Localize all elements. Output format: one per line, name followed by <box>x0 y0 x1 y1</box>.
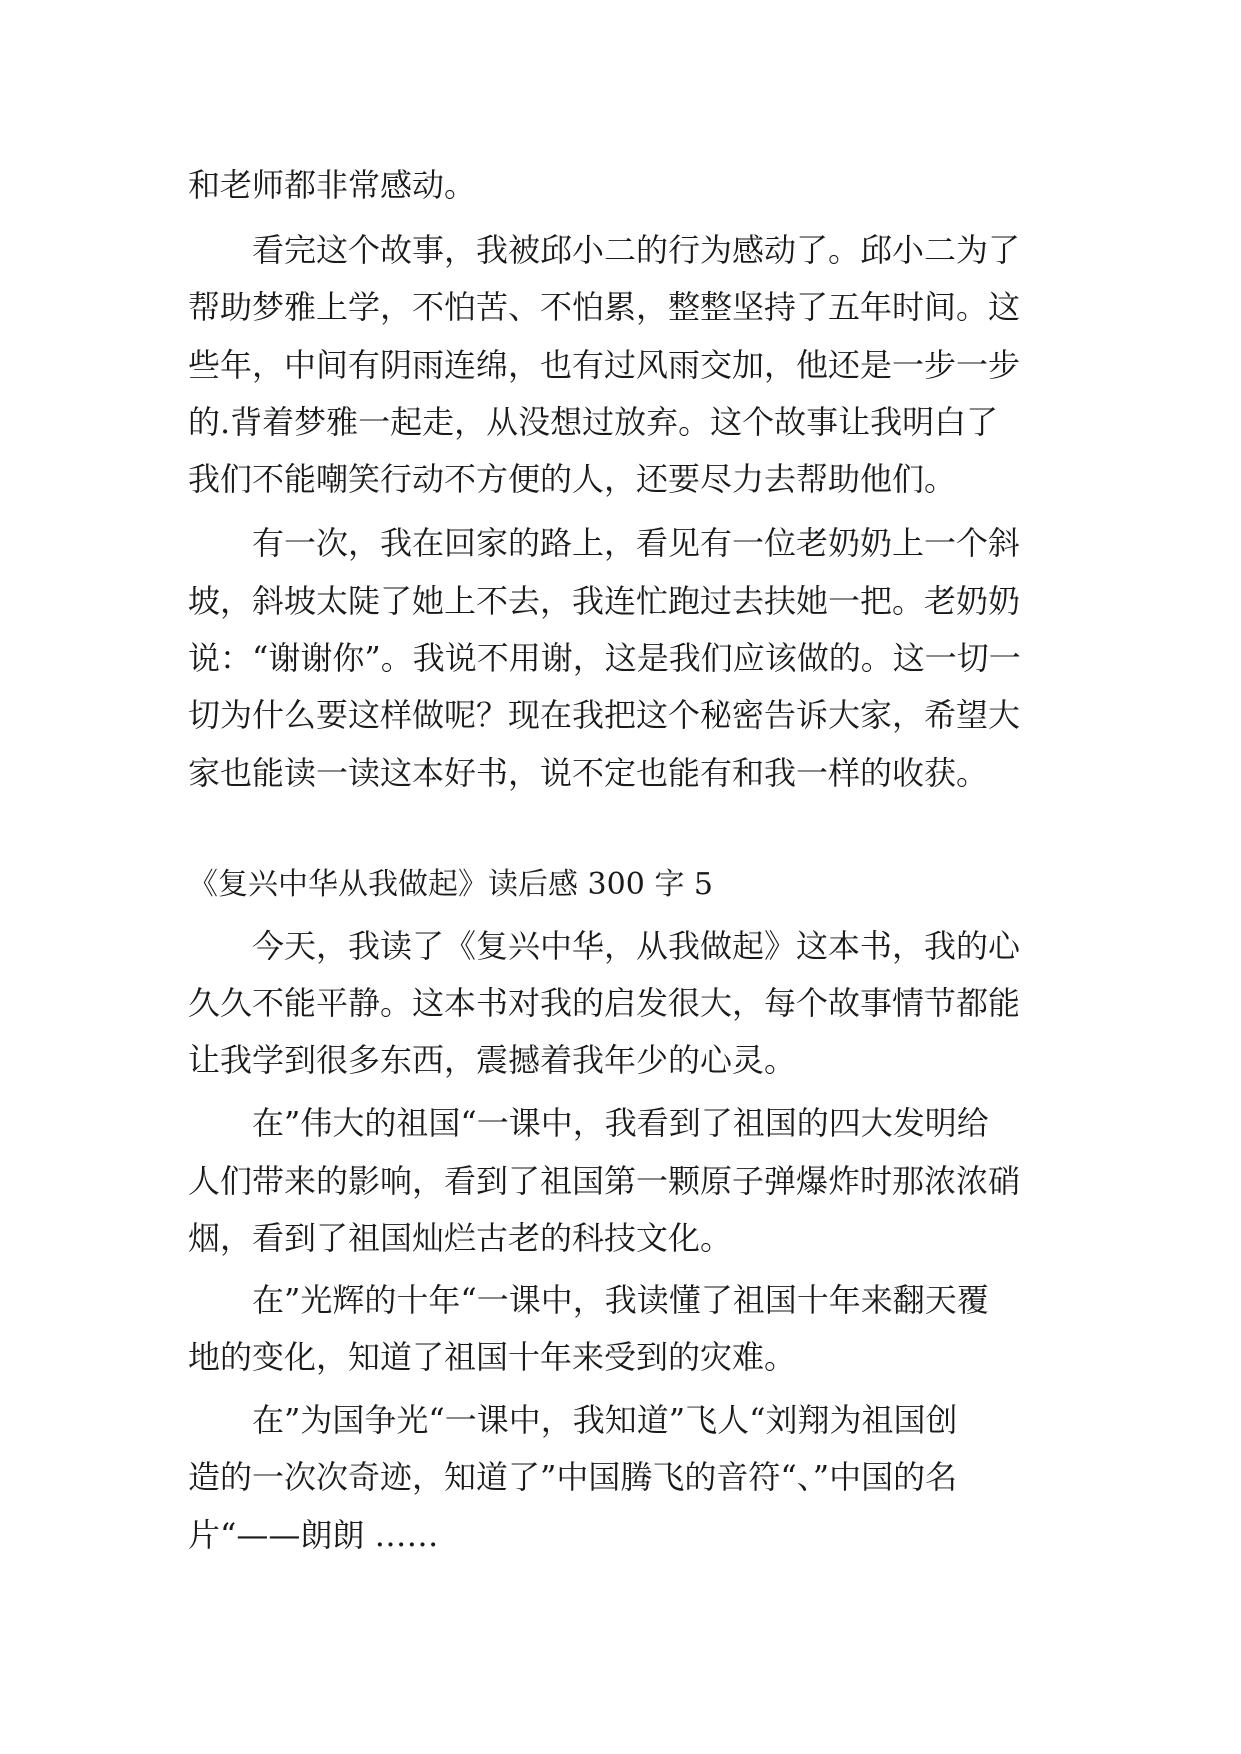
paragraph-line: 在”光辉的十年“一课中，我读懂了祖国十年来翻天覆 <box>252 1281 989 1319</box>
paragraph-line: 在”为国争光“一课中，我知道”飞人“刘翔为祖国创 <box>252 1401 958 1439</box>
paragraph-line: 家也能读一读这本好书，说不定也能有和我一样的收获。 <box>188 754 989 792</box>
paragraph-line: 让我学到很多东西，震撼着我年少的心灵。 <box>188 1041 797 1079</box>
paragraph-line: 地的变化，知道了祖国十年来受到的灾难。 <box>188 1338 797 1376</box>
paragraph-line: 帮助梦雅上学，不怕苦、不怕累，整整坚持了五年时间。这 <box>188 288 1021 326</box>
paragraph-line: 今天，我读了《复兴中华，从我做起》这本书，我的心 <box>252 927 1021 965</box>
paragraph-line: 在”伟大的祖国“一课中，我看到了祖国的四大发明给 <box>252 1104 989 1142</box>
paragraph-line: 切为什么要这样做呢？现在我把这个秘密告诉大家，希望大 <box>188 696 1021 734</box>
paragraph-line: 的.背着梦雅一起走，从没想过放弃。这个故事让我明白了 <box>188 403 999 441</box>
heading-line: 《复兴中华从我做起》读后感 300 字 5 <box>188 867 713 902</box>
paragraph-line: 有一次，我在回家的路上，看见有一位老奶奶上一个斜 <box>252 524 1021 562</box>
paragraph-line: 看完这个故事，我被邱小二的行为感动了。邱小二为了 <box>252 231 1021 269</box>
paragraph-line: 久久不能平静。这本书对我的启发很大，每个故事情节都能 <box>188 984 1021 1022</box>
paragraph-line: 片“——朗朗 …… <box>188 1516 439 1554</box>
paragraph-line: 人们带来的影响，看到了祖国第一颗原子弹爆炸时那浓浓硝 <box>188 1162 1021 1200</box>
paragraph-line: 造的一次次奇迹，知道了”中国腾飞的音符“、”中国的名 <box>188 1458 958 1496</box>
paragraph-line: 我们不能嘲笑行动不方便的人，还要尽力去帮助他们。 <box>188 460 957 498</box>
paragraph-line: 些年，中间有阴雨连绵，也有过风雨交加，他还是一步一步 <box>188 346 1021 384</box>
paragraph-line: 烟，看到了祖国灿烂古老的科技文化。 <box>188 1219 733 1257</box>
paragraph-line: 坡，斜坡太陡了她上不去，我连忙跑过去扶她一把。老奶奶 <box>188 582 1021 620</box>
paragraph-line: 说：“谢谢你”。我说不用谢，这是我们应该做的。这一切一 <box>188 639 1021 677</box>
paragraph-line: 和老师都非常感动。 <box>188 166 477 204</box>
